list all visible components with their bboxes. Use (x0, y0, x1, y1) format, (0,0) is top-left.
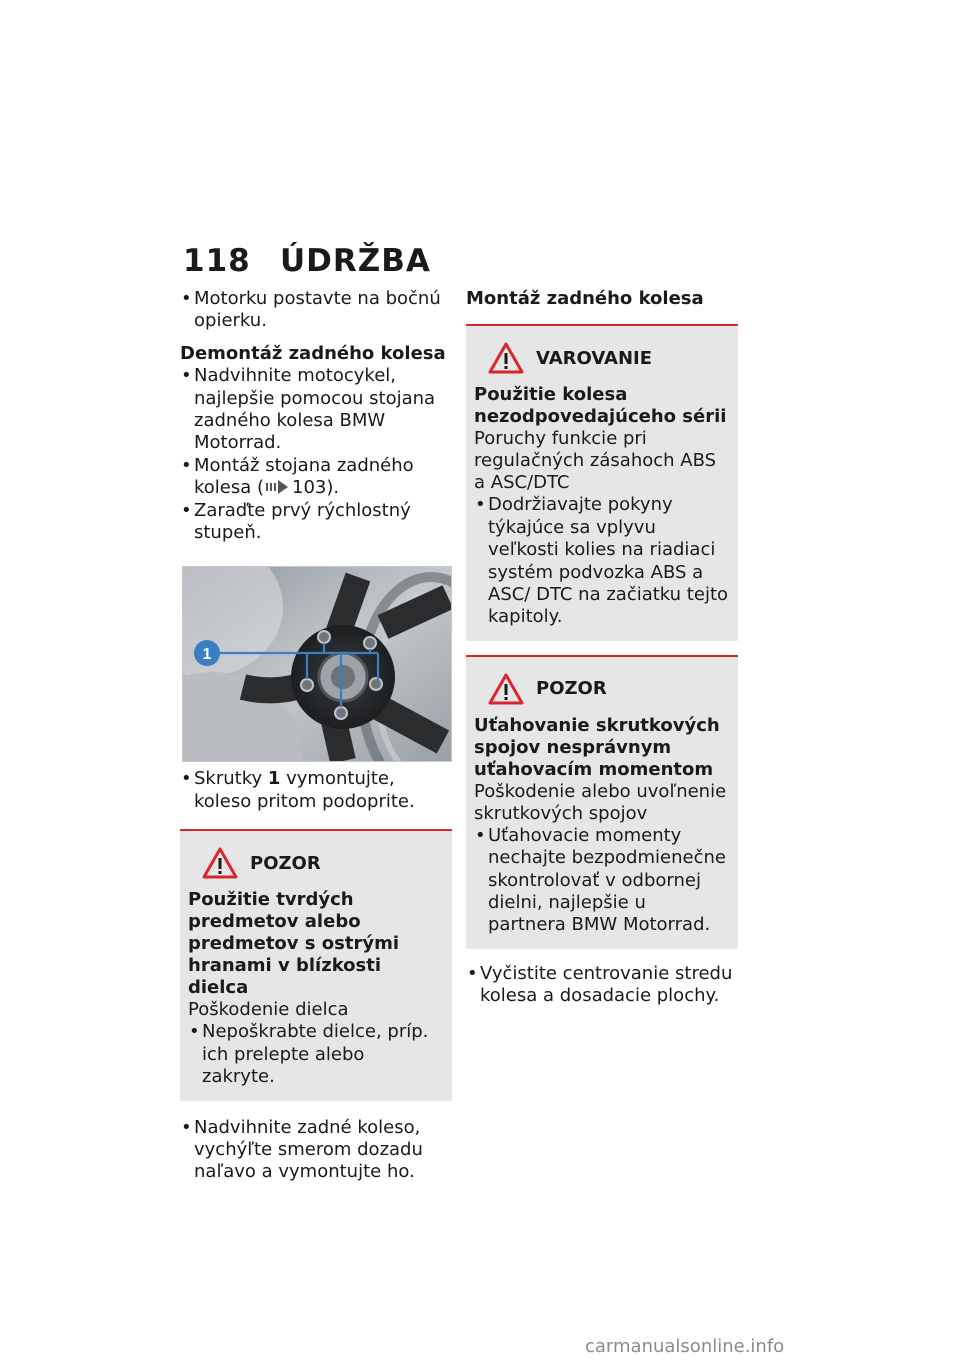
caution-notice-torque (466, 655, 738, 949)
notice-bullet: • Uťahovacie momenty nechajte bezpodmienečne skontrolovať v odbornej dielni, najlepšie u partnera BMW Motorrad. (474, 825, 728, 937)
warning-notice (466, 324, 738, 640)
section-heading-mount: Montáž zadného kolesa (466, 288, 704, 309)
warning-triangle-icon (488, 342, 524, 374)
notice-subtitle: Použitie tvrdých predmetov alebo predmetov s ostrými hranami v blízkosti dielca (188, 889, 399, 999)
notice-subtitle: Použitie kolesa nezodpovedajúceho sérii (474, 384, 727, 428)
notice-bullet: • Nepoškrabte dielce, príp. ich prelepte alebo zakryte. (188, 1021, 442, 1088)
warning-triangle-icon (202, 847, 238, 879)
notice-header (488, 673, 728, 705)
notice-header (202, 847, 442, 879)
notice-text: Poškodenie alebo uvoľnenie skrutkových spojov (474, 780, 727, 824)
notice-text: Poruchy funkcie pri regulačných zásahoch ABS a ASC/DTC (474, 428, 717, 494)
step-remove-screws: • Skrutky 1 vymontujte, koleso pritom podoprite. (180, 768, 452, 813)
notice-title: POZOR (536, 678, 607, 700)
intro-step: • Motorku postavte na bočnú opierku. (180, 288, 452, 333)
notice-bullet: • Dodržiavajte pokyny týkajúce sa vplyvu veľkosti kolies na riadiaci systém podvozka ABS a ASC/ DTC na začiatku tejto kapitoly. (474, 494, 728, 628)
notice-header (488, 342, 728, 374)
notice-text: Poškodenie dielca (188, 999, 349, 1021)
chapter-title: ÚDRŽBA (280, 243, 431, 279)
notice-title: VAROVANIE (536, 347, 653, 369)
wheel-hub-illustration (183, 567, 451, 761)
step-remove-wheel: • Nadvihnite zadné koleso, vychýľte smerom dozadu naľavo a vymontujte ho. (180, 1117, 452, 1184)
footer-watermark: carmanualsonline.info (585, 1336, 785, 1357)
section-heading-dismount: Demontáž zadného kolesa (180, 342, 446, 364)
wheel-hub-figure (182, 566, 452, 762)
notice-subtitle: Uťahovanie skrutkových spojov nesprávnym uťahovacím momentom (474, 714, 720, 780)
notice-title: POZOR (250, 852, 321, 874)
caution-notice (180, 829, 452, 1100)
step-lift-bike: • Nadvihnite motocykel, najlepšie pomocou stojana zadného kolesa BMW Motorrad. (180, 365, 452, 455)
right-column (466, 288, 738, 1008)
page-number: 118 (183, 243, 251, 279)
step-mount-stand-text: Montáž stojana zadného kolesa ( (194, 454, 414, 499)
left-column (180, 288, 452, 1184)
page-reference-arrow-icon (266, 480, 290, 494)
step-mount-stand: • Montáž stojana zadného kolesa ( 103). (180, 455, 452, 500)
step-gear: • Zaraďte prvý rýchlostný stupeň. (180, 500, 452, 545)
warning-triangle-icon (488, 673, 524, 705)
callout-1-label: 1 (202, 646, 212, 664)
step-clean-hub: • Vyčistite centrovanie stredu kolesa a dosadacie plochy. (466, 963, 738, 1008)
callout-reference: 1 (267, 768, 281, 790)
page-reference-number[interactable]: 103 (292, 477, 327, 499)
